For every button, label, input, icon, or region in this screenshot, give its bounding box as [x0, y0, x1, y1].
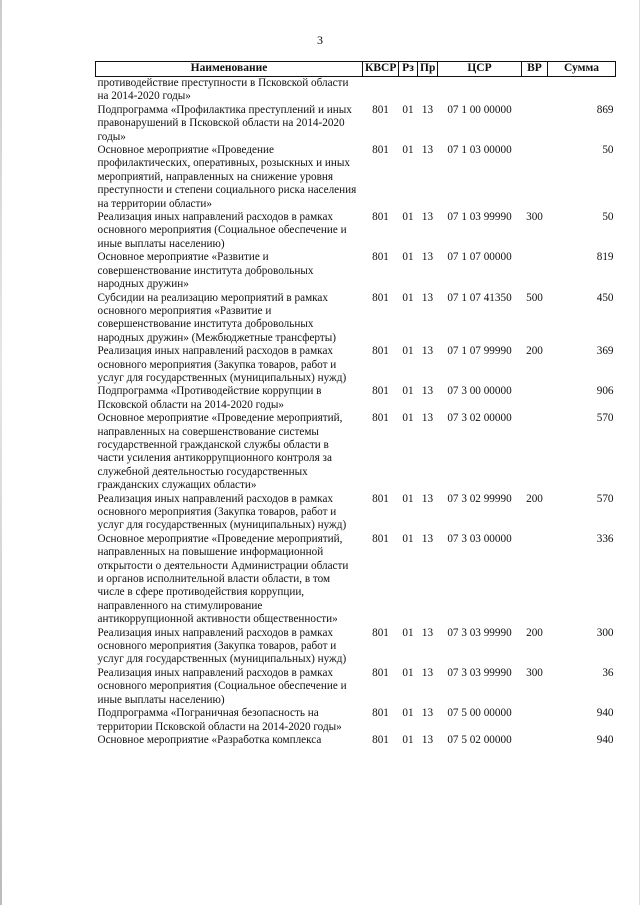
- table-row: [96, 734, 616, 747]
- cell-vr: 200: [526, 626, 543, 639]
- cell-kvsr: 801: [372, 345, 389, 358]
- cell-rz: 01: [402, 707, 414, 720]
- cell-kvsr: 801: [372, 532, 389, 545]
- cell-pr: 13: [421, 626, 434, 639]
- cell-pr: 13: [421, 144, 434, 157]
- cell-vr: 200: [526, 492, 543, 505]
- table-row: [96, 667, 616, 707]
- cell-rz: 01: [402, 385, 414, 398]
- cell-name: противодействие преступности в Псковской области на 2014-2020 годы»: [97, 77, 349, 103]
- cell-vr: 500: [526, 291, 543, 304]
- cell-vr: [522, 533, 548, 627]
- table-row: [96, 104, 616, 144]
- cell-kvsr: 801: [372, 412, 389, 425]
- cell-name: Подпрограмма «Пограничная безопасность на территории Псковской области на 2014-2020 годы»: [97, 707, 342, 733]
- cell-rz: 01: [402, 345, 414, 358]
- table-header: [96, 62, 616, 77]
- budget-table: [95, 61, 616, 747]
- column-header-sum: Сумма: [548, 62, 616, 77]
- cell-kvsr: 801: [372, 251, 389, 264]
- cell-csr: 07 1 07 00000: [447, 251, 512, 264]
- cell-rz: 01: [402, 492, 414, 505]
- cell-pr: 13: [421, 532, 434, 545]
- cell-pr: 13: [421, 385, 434, 398]
- cell-rz: 01: [402, 103, 414, 116]
- cell-sum: 869: [596, 103, 614, 116]
- cell-vr: 300: [526, 211, 543, 224]
- cell-rz: 01: [402, 626, 414, 639]
- cell-vr: [522, 104, 548, 144]
- cell-sum: 369: [596, 345, 614, 358]
- cell-vr: 300: [526, 666, 543, 679]
- cell-rz: [399, 77, 418, 104]
- cell-rz: 01: [402, 412, 414, 425]
- cell-pr: 13: [421, 211, 434, 224]
- cell-csr: 07 5 02 00000: [447, 733, 512, 746]
- cell-kvsr: [363, 77, 399, 104]
- cell-rz: 01: [402, 211, 414, 224]
- cell-vr: [522, 734, 548, 747]
- cell-kvsr: 801: [372, 385, 389, 398]
- cell-sum: 940: [596, 707, 614, 720]
- cell-sum: 336: [596, 532, 614, 545]
- cell-kvsr: 801: [372, 492, 389, 505]
- table-row: [96, 144, 616, 211]
- cell-name: Реализация иных направлений расходов в рамках основного мероприятия (Закупка товаров, работ и услуг для государственных (муниципальных) нужд): [97, 492, 347, 532]
- cell-pr: 13: [421, 345, 434, 358]
- table-row: [96, 211, 616, 251]
- cell-kvsr: 801: [372, 291, 389, 304]
- column-header-kvsr: КВСР: [363, 62, 399, 77]
- cell-csr: 07 3 03 99990: [447, 626, 512, 639]
- cell-pr: 13: [421, 412, 434, 425]
- cell-pr: 13: [421, 251, 434, 264]
- cell-rz: 01: [402, 733, 414, 746]
- column-header-rz: Рз: [399, 62, 418, 77]
- table-row: [96, 533, 616, 627]
- cell-rz: 01: [402, 291, 414, 304]
- cell-sum: 50: [602, 211, 614, 224]
- cell-csr: 07 1 07 41350: [447, 291, 512, 304]
- cell-pr: [418, 77, 438, 104]
- cell-csr: 07 3 03 99990: [447, 666, 512, 679]
- cell-sum: 570: [596, 412, 614, 425]
- cell-name: Основное мероприятие «Проведение мероприятий, направленных на повышение информационной открытости о деятельности Администрации области и органов исполнительной власти области, в том числе в сфере противодействия коррупции, направленного на стимулирование антикоррупционной активности общественности»: [97, 532, 349, 626]
- cell-pr: 13: [421, 666, 434, 679]
- cell-kvsr: 801: [372, 144, 389, 157]
- cell-kvsr: 801: [372, 733, 389, 746]
- table-row: [96, 345, 616, 385]
- table-row: [96, 627, 616, 667]
- cell-name: Реализация иных направлений расходов в рамках основного мероприятия (Закупка товаров, работ и услуг для государственных (муниципальных) нужд): [97, 345, 347, 384]
- cell-name: Реализация иных направлений расходов в рамках основного мероприятия (Социальное обеспечение и иные выплаты населению): [97, 211, 347, 250]
- cell-vr: [522, 77, 548, 104]
- cell-csr: 07 1 00 00000: [447, 103, 512, 116]
- cell-name: Субсидии на реализацию мероприятий в рамках основного мероприятия «Развитие и совершенствование института добровольных народных дружин» (Межбюджетные трансферты): [97, 291, 336, 344]
- column-header-csr: ЦСР: [438, 62, 522, 77]
- scan-edge-left: [0, 0, 2, 905]
- table-body: [96, 77, 616, 748]
- cell-csr: 07 1 03 99990: [447, 211, 512, 224]
- cell-csr: 07 3 03 00000: [447, 532, 512, 545]
- cell-name: Основное мероприятие «Разработка комплекса: [97, 733, 322, 746]
- cell-pr: 13: [421, 103, 434, 116]
- cell-kvsr: 801: [372, 666, 389, 679]
- cell-rz: 01: [402, 251, 414, 264]
- cell-vr: [522, 707, 548, 734]
- cell-vr: [522, 412, 548, 492]
- table-row: [96, 251, 616, 291]
- cell-pr: 13: [421, 707, 434, 720]
- table-row: [96, 493, 616, 533]
- table-row: [96, 77, 616, 104]
- cell-sum: 819: [596, 251, 614, 264]
- cell-kvsr: 801: [372, 103, 389, 116]
- cell-kvsr: 801: [372, 211, 389, 224]
- cell-sum: 450: [596, 291, 614, 304]
- cell-pr: 13: [421, 291, 434, 304]
- cell-name: Реализация иных направлений расходов в рамках основного мероприятия (Закупка товаров, работ и услуг для государственных (муниципальных) нужд): [97, 626, 347, 666]
- cell-sum: 50: [602, 144, 614, 157]
- cell-csr: 07 5 00 00000: [447, 707, 512, 720]
- cell-csr: 07 1 03 00000: [447, 144, 512, 157]
- cell-vr: [522, 144, 548, 211]
- page-number: 3: [317, 33, 323, 47]
- cell-rz: 01: [402, 666, 414, 679]
- cell-sum: 570: [596, 492, 614, 505]
- cell-name: Подпрограмма «Противодействие коррупции в Псковской области на 2014-2020 годы»: [97, 385, 322, 411]
- cell-sum: [548, 77, 616, 104]
- cell-kvsr: 801: [372, 707, 389, 720]
- cell-sum: 906: [596, 385, 614, 398]
- cell-sum: 940: [596, 733, 614, 746]
- cell-csr: 07 3 02 00000: [447, 412, 512, 425]
- cell-name: Основное мероприятие «Развитие и совершенствование института добровольных народных дружин»: [97, 251, 314, 291]
- cell-csr: 07 3 00 00000: [447, 385, 512, 398]
- table-row: [96, 292, 616, 346]
- cell-name: Реализация иных направлений расходов в рамках основного мероприятия (Социальное обеспечение и иные выплаты населению): [97, 666, 347, 706]
- column-header-vr: ВР: [522, 62, 548, 77]
- cell-pr: 13: [421, 492, 434, 505]
- column-header-name: Наименование: [96, 62, 363, 77]
- cell-csr: 07 1 07 99990: [447, 345, 512, 358]
- header-row: [96, 62, 616, 77]
- cell-name: Основное мероприятие «Проведение профилактических, оперативных, розыскных и иных мероприятий, направленных на снижение уровня преступности и степени социального риска населения на территории области»: [97, 144, 357, 210]
- table-row: [96, 412, 616, 492]
- cell-name: Подпрограмма «Профилактика преступлений и иных правонарушений в Псковской области на 2014-2020 годы»: [97, 103, 352, 143]
- cell-vr: 200: [526, 345, 543, 358]
- cell-name: Основное мероприятие «Проведение мероприятий, направленных на совершенствование системы государственной гражданской службы области в части усиления антикоррупционного контроля за служебной деятельностью государственных гражданских служащих области»: [97, 412, 343, 492]
- table-row: [96, 707, 616, 734]
- cell-sum: 300: [596, 626, 614, 639]
- cell-vr: [522, 251, 548, 291]
- cell-csr: [438, 77, 522, 104]
- cell-csr: 07 3 02 99990: [447, 492, 512, 505]
- cell-sum: 36: [602, 666, 614, 679]
- cell-rz: 01: [402, 144, 414, 157]
- cell-pr: 13: [421, 733, 434, 746]
- table-row: [96, 385, 616, 412]
- cell-vr: [522, 385, 548, 412]
- cell-rz: 01: [402, 532, 414, 545]
- column-header-pr: Пр: [418, 62, 438, 77]
- cell-kvsr: 801: [372, 626, 389, 639]
